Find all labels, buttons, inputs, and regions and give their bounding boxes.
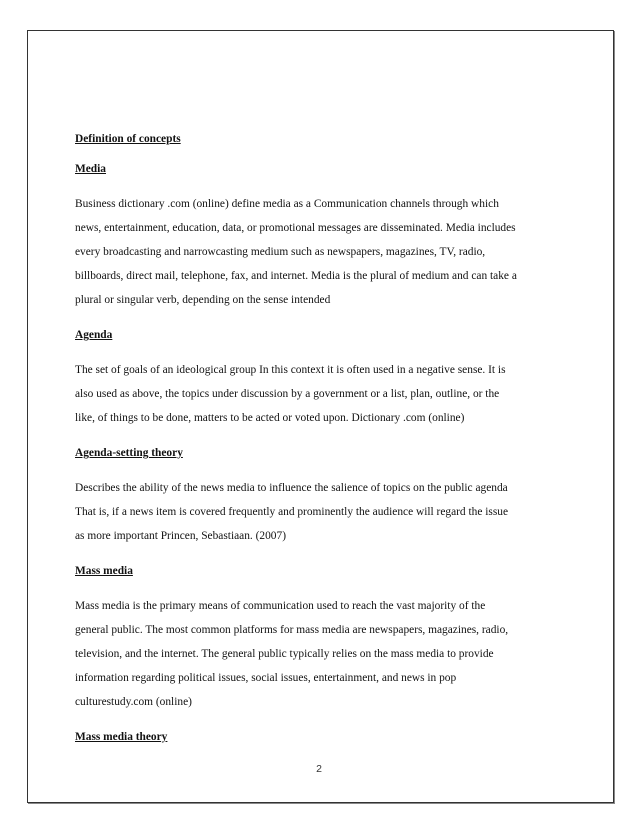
page-number: 2 (316, 763, 322, 775)
text-line: every broadcasting and narrowcasting medium such as newspapers, magazines, TV, radio, (75, 246, 486, 258)
section-heading: Media (75, 163, 107, 175)
text-line: also used as above, the topics under discussion by a government or a list, plan, outline, or the (75, 388, 500, 400)
text-line: Mass media is the primary means of communication used to reach the vast majority of the (75, 600, 486, 612)
text-line: general public. The most common platforms for mass media are newspapers, magazines, radio, (75, 624, 509, 636)
paragraph (75, 192, 575, 312)
text-line: information regarding political issues, social issues, entertainment, and news in pop (75, 672, 457, 684)
text-line: billboards, direct mail, telephone, fax, and internet. Media is the plural of medium and can take a (75, 270, 517, 282)
section-heading: Mass media (75, 565, 133, 577)
section-heading: Agenda-setting theory (75, 447, 183, 459)
text-line: plural or singular verb, depending on the sense intended (75, 294, 331, 306)
text-line: news, entertainment, education, data, or promotional messages are disseminated. Media includes (75, 222, 516, 234)
text-line: The set of goals of an ideological group In this context it is often used in a negative sense. It is (75, 364, 506, 376)
text-line: Describes the ability of the news media to influence the salience of topics on the public agenda (75, 482, 508, 494)
paragraph (75, 358, 575, 430)
paragraph (75, 476, 575, 548)
document-body (75, 132, 575, 744)
paragraph (75, 594, 575, 714)
text-line: television, and the internet. The general public typically relies on the mass media to provide (75, 648, 494, 660)
text-line: like, of things to be done, matters to be acted or voted upon. Dictionary .com (online) (75, 412, 465, 424)
text-line: That is, if a news item is covered frequently and prominently the audience will regard the issue (75, 506, 509, 518)
text-line: Business dictionary .com (online) define media as a Communication channels through which (75, 198, 499, 210)
text-line: culturestudy.com (online) (75, 696, 192, 708)
section-heading: Definition of concepts (75, 133, 181, 145)
section-heading: Mass media theory (75, 731, 168, 743)
text-line: as more important Princen, Sebastiaan. (2007) (75, 530, 286, 542)
section-heading: Agenda (75, 329, 113, 341)
